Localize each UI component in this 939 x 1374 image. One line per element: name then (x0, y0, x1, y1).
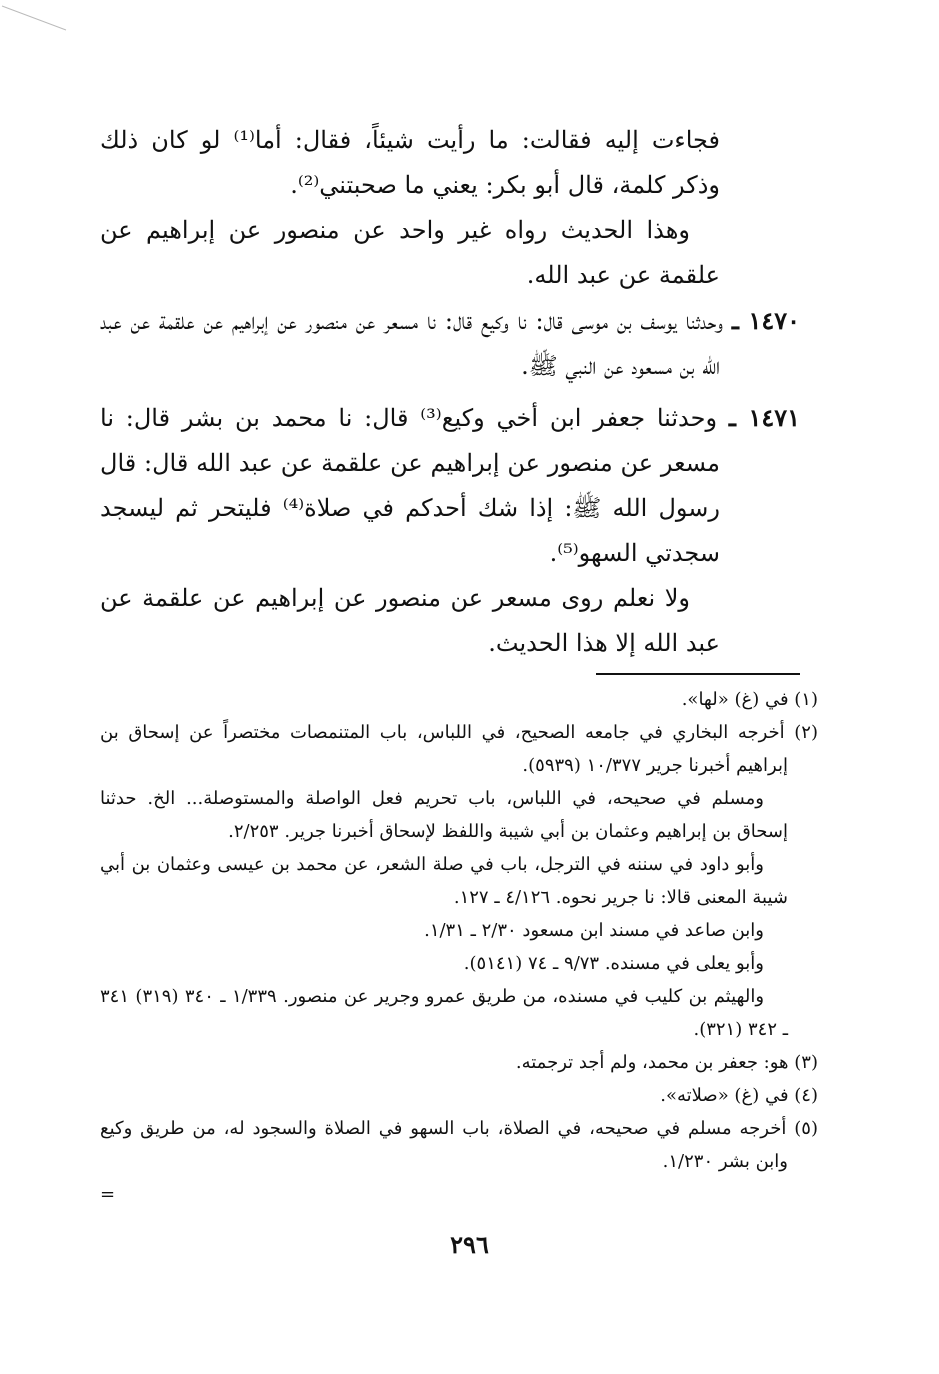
footnote-4: (٤) في (غ) «صلاته». (660, 1085, 818, 1106)
hadith-number: ١٤٧١ ـ (728, 403, 801, 432)
footnote-1: (١) في (غ) «لها». (681, 689, 818, 710)
hadith-1471 (100, 395, 800, 576)
footnote-5: (٥) أخرجه مسلم في صحيحه، في الصلاة، باب السهو في الصلاة والسجود له، من طريق وكيع وابن بشر ١/٢٣٠. (100, 1118, 818, 1172)
paragraph-2: وهذا الحديث رواه غير واحد عن منصور عن إبراهيم عن علقمة عن عبد الله. (100, 216, 720, 289)
footnote-2-haytham: والهيثم بن كليب في مسنده، من طريق عمرو وجرير عن منصور. ١/٣٣٩ ـ ٣٤٠ (٣١٩) ٣٤١ ـ ٣٤٢ (٣٢١). (100, 986, 788, 1040)
footnote-2-abuyala: وأبو يعلى في مسنده. ٩/٧٣ ـ ٧٤ (٥١٤١). (463, 953, 764, 974)
footnote-2-abudawud: وأبو داود في سننه في الترجل، باب في صلة الشعر، عن محمد بن عيسى وعثمان بن أبي شيبة المعنى قالا: نا جرير نحوه. ٤/١٢٦ ـ ١٢٧. (100, 854, 788, 908)
footnote-2-muslim: ومسلم في صحيحه، في اللباس، باب تحريم فعل الواصلة والمستوصلة... الخ. حدثنا إسحاق بن إبراهيم وعثمان بن أبي شيبة واللفظ لإسحاق أخبرنا جرير. ٢/٢٥٣. (100, 788, 788, 842)
hadith-1470 (100, 298, 800, 389)
hadith-text: وحدثنا جعفر ابن أخي وكيع⁽³⁾ قال: نا محمد بن بشر قال: نا مسعر عن منصور عن إبراهيم عن علقمة عن عبد الله قال: قال رسول الله ﷺ: إذا شك أحدكم في صلاة⁽⁴⁾ فليتحر ثم ليسجد سجدتي السهو⁽⁵⁾. (100, 404, 721, 567)
footnotes (100, 683, 818, 1211)
footnote-3: (٣) هو: جعفر بن محمد، ولم أجد ترجمته. (515, 1052, 818, 1073)
scan-corner-mark (0, 0, 70, 40)
footnote-2: (٢) أخرجه البخاري في جامعه الصحيح، في اللباس، باب المتنمصات مختصراً عن إسحاق بن إبراهيم أخبرنا جرير ١٠/٣٧٧ (٥٩٣٩). (100, 722, 818, 776)
footnote-2-ibnsaid: وابن صاعد في مسند ابن مسعود ٢/٣٠ ـ ١/٣١. (424, 920, 764, 941)
paragraph-1: فجاءت إليه فقالت: ما رأيت شيئاً، فقال: أما⁽¹⁾ لو كان ذلك وذكر كلمة، قال أبو بكر: يعني ما صحبتني⁽²⁾. (100, 126, 720, 199)
paragraph-3: ولا نعلم روى مسعر عن منصور عن إبراهيم عن علقمة عن عبد الله إلا هذا الحديث. (100, 584, 720, 657)
page-number: ٢٩٦ (450, 1230, 489, 1259)
hadith-text: وحدثنا يوسف بن موسى قال: نا وكيع قال: نا مسعر عن منصور عن إبراهيم عن علقمة عن عبد الله بن مسعود عن النبي ﷺ. (100, 307, 723, 380)
hadith-number: ١٤٧٠ ـ (731, 306, 800, 335)
footnote-divider (596, 673, 800, 675)
continuation-mark: = (100, 1184, 116, 1205)
main-text (100, 118, 800, 666)
